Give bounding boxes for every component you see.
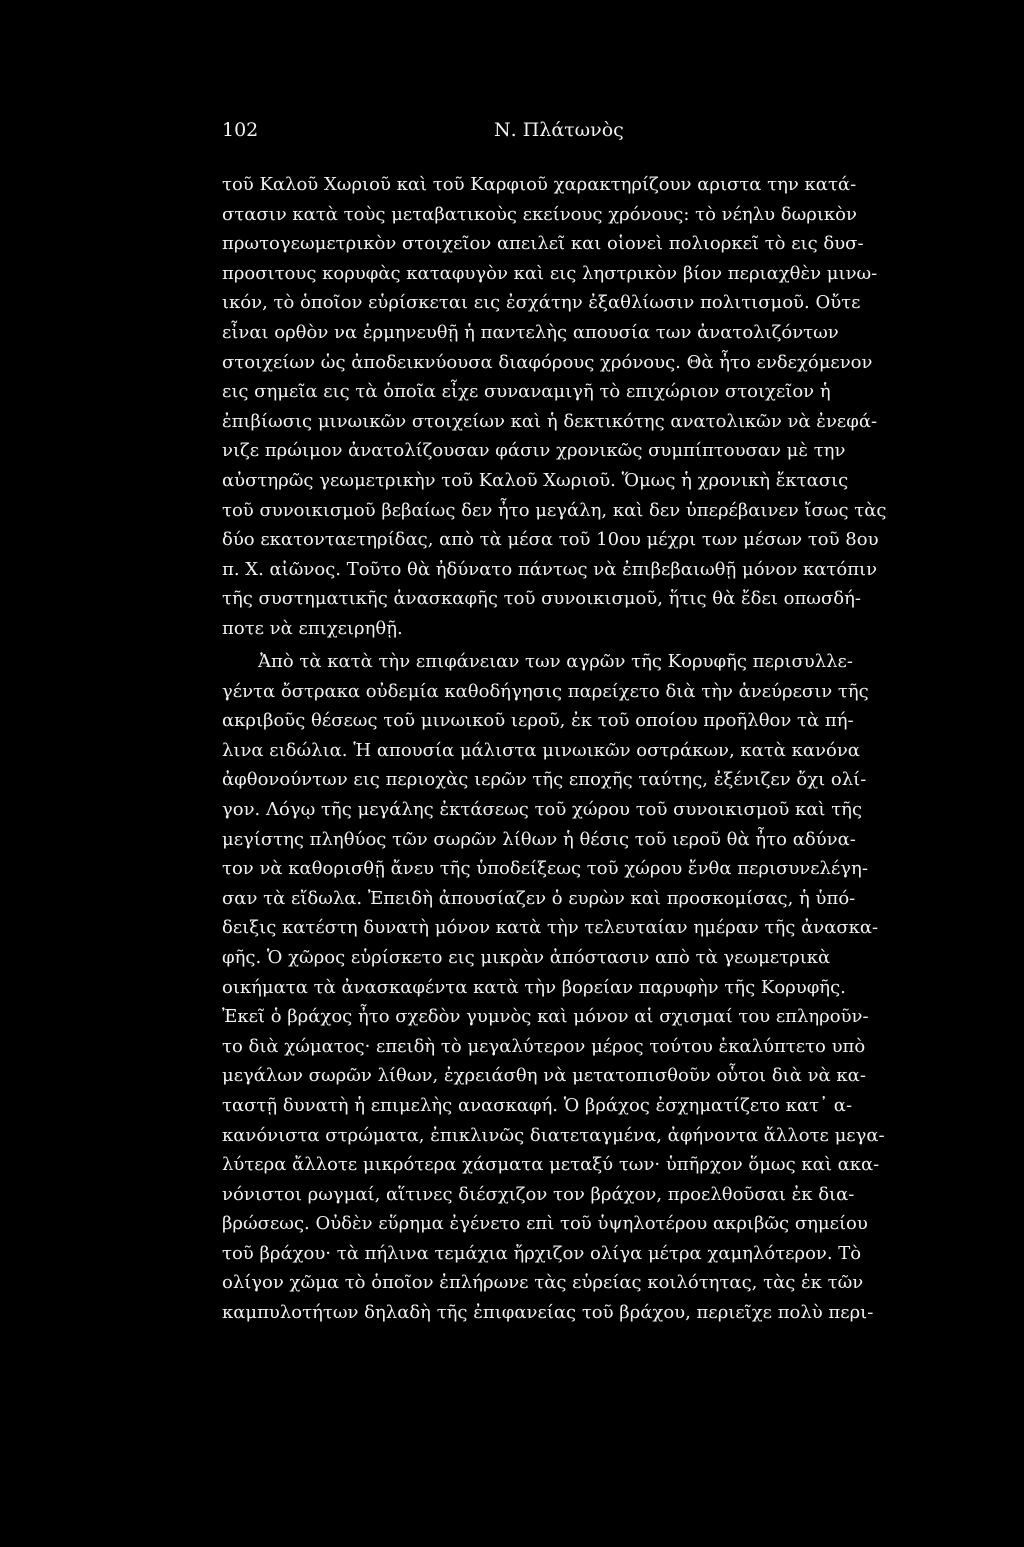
text-line: ἐπιβίωσις μινωικῶν στοιχείων καὶ ἡ δεκτικότης ανατολικῶν νὰ ἐνεφά- bbox=[222, 410, 878, 432]
text-line: ποτε νὰ επιχειρηθῇ. bbox=[222, 617, 403, 639]
text-line: εἶναι ορθὸν να ἑρμηνευθῇ ἡ παντελὴς απουσία των ἀνατολιζόντων bbox=[222, 321, 839, 343]
text-line: στοιχείων ὡς ἀποδεικνύουσα διαφόρους χρόνους. Θὰ ἦτο ενδεχόμενον bbox=[222, 351, 873, 373]
text-line: γέντα ὄστρακα οὐδεμία καθοδήγησις παρείχετο διὰ τὴν ἀνεύρεσιν τῆς bbox=[222, 680, 869, 702]
text-line: σαν τὰ εἴδωλα. Ἐπειδὴ ἀπουσίαζεν ὁ ευρὼν καὶ προσκομίσας, ἡ ὑπό- bbox=[222, 887, 856, 909]
text-line: καμπυλοτήτων δηλαδὴ τῆς ἐπιφανείας τοῦ βράχου, περιεῖχε πολὺ περι- bbox=[222, 1302, 874, 1324]
text-line: κανόνιστα στρώματα, ἐπικλινῶς διατεταγμένα, ἀφήνοντα ἄλλοτε μεγα- bbox=[222, 1124, 885, 1146]
text-line: ικόν, τὸ ὁποῖον εὑρίσκεται εις ἐσχάτην ἐξαθλίωσιν πολιτισμοῦ. Οὔτε bbox=[222, 292, 861, 314]
text-line: λύτερα ἄλλοτε μικρότερα χάσματα μεταξύ των· ὑπῆρχον ὅμως καὶ ακα- bbox=[222, 1154, 880, 1176]
text-line: στασιν κατὰ τοὺς μεταβατικοὺς εκείνους χρόνους: τὸ νέηλυ δωρικὸν bbox=[222, 203, 857, 225]
text-line: τῆς συστηματικῆς ἀνασκαφῆς τοῦ συνοικισμοῦ, ἥτις θὰ ἔδει οπωσδή- bbox=[222, 588, 861, 610]
paragraph-1 bbox=[222, 170, 887, 644]
text-line: μεγάλων σωρῶν λίθων, ἐχρειάσθη νὰ μετατοπισθοῦν οὗτοι διὰ νὰ κα- bbox=[222, 1065, 866, 1087]
text-line: τοῦ βράχου· τὰ πήλινα τεμάχια ἤρχιζον ολίγα μέτρα χαμηλότερον. Τὸ bbox=[222, 1242, 862, 1264]
text-line: πρωτογεωμετρικὸν στοιχεῖον απειλεῖ και οἱονεὶ πολιορκεῖ τὸ εις δυσ- bbox=[222, 233, 864, 255]
text-line: ακριβοῦς θέσεως τοῦ μινωικοῦ ιεροῦ, ἐκ τοῦ οποίου προῆλθον τὰ πή- bbox=[222, 710, 854, 732]
text-line: τον νὰ καθορισθῇ ἄνευ τῆς ὑποδείξεως τοῦ χώρου ἔνθα περισυνελέγη- bbox=[222, 858, 868, 880]
text-line: βρώσεως. Οὐδὲν εὕρημα ἐγένετο επὶ τοῦ ὑψηλοτέρου ακριβῶς σημείου bbox=[222, 1213, 868, 1235]
header-author: Ν. Πλάτωνὸς bbox=[494, 119, 624, 141]
text-line: τοῦ συνοικισμοῦ βεβαίως δεν ἦτο μεγάλη, καὶ δεν ὑπερέβαινεν ἴσως τὰς bbox=[222, 499, 887, 521]
text-line: Ἀπὸ τὰ κατὰ τὴν επιφάνειαν των αγρῶν τῆς Κορυφῆς περισυλλε- bbox=[258, 651, 853, 672]
text-line: λινα ειδώλια. Ἡ απουσία μάλιστα μινωικῶν οστράκων, κατὰ κανόνα bbox=[222, 739, 860, 761]
text-line: οικήματα τὰ ἀνασκαφέντα κατὰ τὴν βορείαν παρυφὴν τῆς Κορυφῆς. bbox=[222, 976, 846, 998]
text-line: δειξις κατέστη δυνατὴ μόνον κατὰ τὴν τελευταίαν ημέραν τῆς ἀνασκα- bbox=[222, 917, 879, 939]
text-line: γον. Λόγῳ τῆς μεγάλης ἐκτάσεως τοῦ χώρου τοῦ συνοικισμοῦ καὶ τῆς bbox=[222, 798, 863, 820]
text-line: δύο εκατονταετηρίδας, απὸ τὰ μέσα τοῦ 10ου μέχρι των μέσων τοῦ 8ου bbox=[222, 529, 879, 551]
text-line: Ἐκεῖ ὁ βράχος ἦτο σχεδὸν γυμνὸς καὶ μόνον αἱ σχισμαί του επληροῦν- bbox=[222, 1006, 869, 1028]
text-line: ταστῇ δυνατὴ ἡ επιμελὴς ανασκαφή. Ὁ βράχος ἐσχηματίζετο κατ᾽ α- bbox=[222, 1094, 853, 1116]
text-line: νόνιστοι ρωγμαί, αἵτινες διέσχιζον τον βράχον, προελθοῦσαι ἐκ δια- bbox=[222, 1183, 855, 1205]
running-header bbox=[222, 118, 802, 142]
text-line: μεγίστης πληθύος τῶν σωρῶν λίθων ἡ θέσις τοῦ ιεροῦ θὰ ἦτο αδύνα- bbox=[222, 828, 856, 850]
text-line: εις σημεῖα εις τὰ ὁποῖα εἶχε συναναμιγῆ τὸ επιχώριον στοιχεῖον ἡ bbox=[222, 381, 831, 403]
text-line: νιζε πρώιμον ἀνατολίζουσαν φάσιν χρονικῶς συμπίπτουσαν μὲ την bbox=[222, 440, 846, 462]
paragraph-2 bbox=[222, 647, 885, 1328]
text-line: ἀφθονούντων εις περιοχὰς ιερῶν τῆς εποχῆς ταύτης, ἐξένιζεν ὄχι ολί- bbox=[222, 769, 867, 791]
text-line: το διὰ χώματος· επειδὴ τὸ μεγαλύτερον μέρος τούτου ἐκαλύπτετο υπὸ bbox=[222, 1035, 866, 1057]
text-line: προσιτους κορυφὰς καταφυγὸν καὶ εις ληστρικὸν βίον περιαχθὲν μινω- bbox=[222, 262, 878, 284]
text-line: π. Χ. αἰῶνος. Τοῦτο θὰ ἠδύνατο πάντως νὰ ἐπιβεβαιωθῇ μόνον κατόπιν bbox=[222, 558, 878, 580]
text-line: αὐστηρῶς γεωμετρικὴν τοῦ Καλοῦ Χωριοῦ. Ὅμως ἡ χρονικὴ ἔκτασις bbox=[222, 469, 849, 491]
text-line: φῆς. Ὁ χῶρος εὑρίσκετο εις μικρὰν ἀπόστασιν απὸ τὰ γεωμετρικὰ bbox=[222, 946, 831, 968]
page-number: 102 bbox=[222, 119, 259, 141]
text-line: τοῦ Καλοῦ Χωριοῦ καὶ τοῦ Καρφιοῦ χαρακτηρίζουν αριστα την κατά- bbox=[222, 174, 857, 195]
text-line: ολίγον χῶμα τὸ ὁποῖον ἐπλήρωνε τὰς εὑρείας κοιλότητας, τὰς ἐκ τῶν bbox=[222, 1272, 864, 1294]
